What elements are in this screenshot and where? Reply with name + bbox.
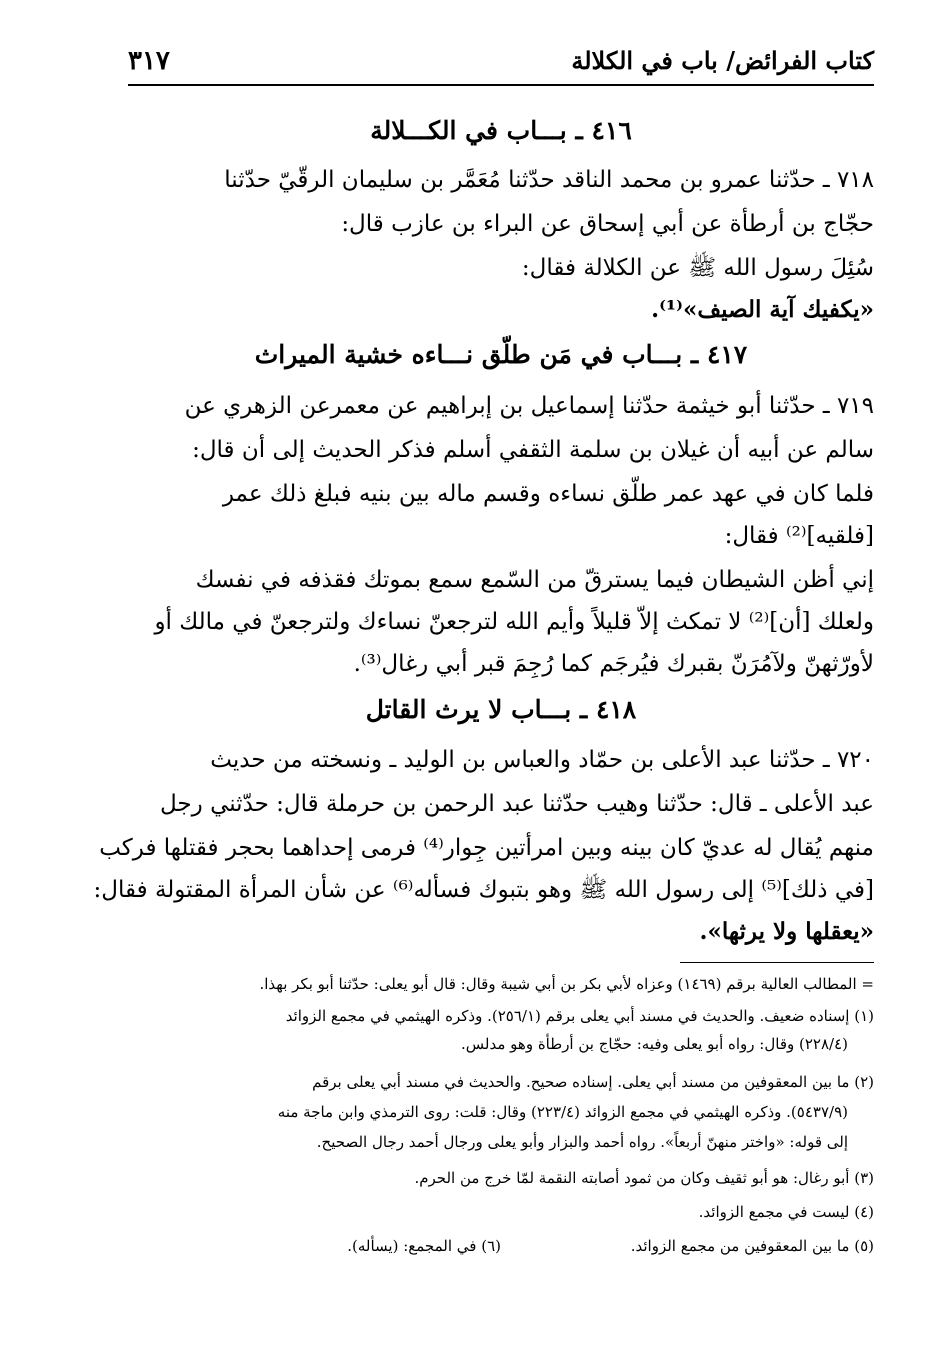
hadith-719-line-7: لأورّثهنّ ولآمُرَنّ بقبرك فيُرجَم كما رُجِمَ قبر أبي رغال⁽³⁾.	[353, 651, 874, 677]
section-heading-416: ٤١٦ ـ بـــاب في الكـــلالة	[370, 116, 632, 145]
hadith-718-line-3: سُئِلَ رسول الله ﷺ عن الكلالة فقال:	[521, 255, 874, 281]
hadith-719-line-2: سالم عن أبيه أن غيلان بن سلمة الثقفي أسلم فذكر الحديث إلى أن قال:	[192, 437, 874, 463]
footnote-6: (٦) في المجمع: (يسأله).	[347, 1237, 501, 1255]
hadith-718-matn: «يكفيك آية الصيف»⁽¹⁾.	[651, 296, 874, 323]
hadith-718-line-2: حجّاج بن أرطأة عن أبي إسحاق عن البراء بن عازب قال:	[341, 211, 874, 237]
hadith-719-line-1: ٧١٩ ـ حدّثنا أبو خيثمة حدّثنا إسماعيل بن إبراهيم عن معمرعن الزهري عن	[184, 393, 874, 419]
hadith-720-line-1: ٧٢٠ ـ حدّثنا عبد الأعلى بن حمّاد والعباس بن الوليد ـ ونسخته من حديث	[210, 747, 874, 773]
hadith-719-line-4: [فلقيه]⁽²⁾ فقال:	[724, 523, 874, 549]
hadith-719-line-6: ولعلك [أن]⁽²⁾ لا تمكث إلاّ قليلاً وأيم الله لترجعنّ نساءك ولترجعنّ في مالك أو	[154, 609, 874, 635]
hadith-720-matn: «يعقلها ولا يرثها».	[699, 918, 874, 945]
hadith-718-line-1: ٧١٨ ـ حدّثنا عمرو بن محمد الناقد حدّثنا مُعَمَّر بن سليمان الرقّيّ حدّثنا	[224, 167, 874, 193]
hadith-720-line-2: عبد الأعلى ـ قال: حدّثنا وهيب حدّثنا عبد الرحمن بن حرملة قال: حدّثني رجل	[160, 791, 874, 817]
hadith-720-line-4: [في ذلك]⁽⁵⁾ إلى رسول الله ﷺ وهو بتبوك فسأله⁽⁶⁾ عن شأن المرأة المقتولة فقال:	[93, 877, 874, 903]
footnote-2-cont-1: (٥٤٣٧/٩). وذكره الهيثمي في مجمع الزوائد (٢٢٣/٤) وقال: قلت: روى الترمذي وابن ماجة منه	[277, 1103, 848, 1121]
footnote-1: (١) إسناده ضعيف. والحديث في مسند أبي يعلى برقم (٢٥٦/١). وذكره الهيثمي في مجمع الزوائد	[285, 1007, 874, 1025]
page-header	[128, 46, 874, 80]
footnote-3: (٣) أبو رغال: هو أبو ثقيف وكان من ثمود أصابته النقمة لمّا خرج من الحرم.	[414, 1169, 874, 1187]
header-rule	[128, 84, 874, 86]
hadith-720-line-3: منهم يُقال له عديّ كان بينه وبين امرأتين جِوار⁽⁴⁾ فرمى إحداهما بحجر فقتلها فركب	[99, 835, 874, 861]
page-number: ٣١٧	[128, 46, 170, 76]
footnote-4: (٤) ليست في مجمع الزوائد.	[698, 1203, 874, 1221]
hadith-719-line-5: إني أظن الشيطان فيما يسترقّ من السّمع سمع بموتك فقذفه في نفسك	[195, 567, 874, 593]
running-title: كتاب الفرائض/ باب في الكلالة	[571, 46, 874, 75]
footnote-5: (٥) ما بين المعقوفين من مجمع الزوائد.	[630, 1237, 874, 1255]
hadith-719-line-3: فلما كان في عهد عمر طلّق نساءه وقسم ماله بين بنيه فبلغ ذلك عمر	[222, 481, 874, 507]
footnote-2-cont-2: إلى قوله: «واختر منهنّ أربعاً». رواه أحمد والبزار وأبو يعلى ورجال أحمد رجال الصحيح.	[316, 1133, 848, 1151]
footnote-1-cont: (٢٢٨/٤) وقال: رواه أبو يعلى وفيه: حجّاج بن أرطأة وهو مدلس.	[461, 1035, 848, 1053]
section-heading-417: ٤١٧ ـ بـــاب في مَن طلّق نـــاءه خشية الميراث	[254, 340, 748, 369]
footnote-continuation: = المطالب العالية برقم (١٤٦٩) وعزاه لأبي بكر بن أبي شيبة وقال: قال أبو يعلى: حدّثنا أبو بكر بهذا.	[259, 975, 874, 993]
footnote-row-5-6	[128, 1234, 874, 1259]
footnote-2: (٢) ما بين المعقوفين من مسند أبي يعلى. إسناده صحيح. والحديث في مسند أبي يعلى برقم	[312, 1073, 874, 1091]
footnote-separator	[680, 962, 874, 963]
section-heading-418: ٤١٨ ـ بـــاب لا يرث القاتل	[365, 695, 637, 724]
